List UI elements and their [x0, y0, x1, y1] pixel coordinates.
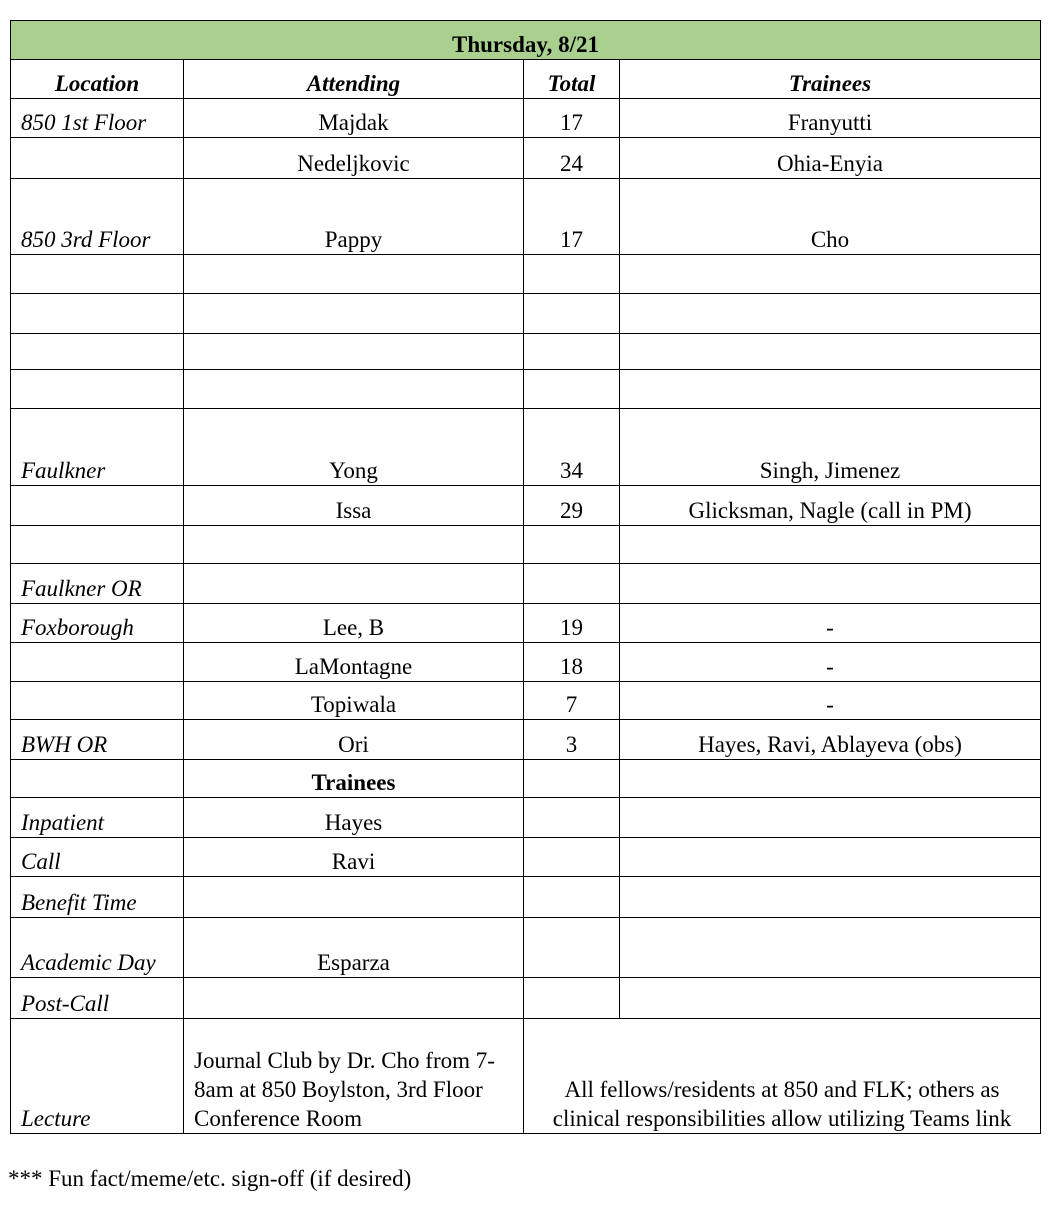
empty-cell — [620, 978, 1041, 1019]
trainee-location-cell: Post-Call — [11, 978, 184, 1019]
location-cell — [11, 643, 184, 682]
trainees-section-header: Trainees — [184, 760, 524, 798]
trainees-cell: - — [620, 604, 1041, 643]
trainees-cell — [620, 334, 1041, 370]
table-row — [11, 486, 1041, 526]
location-cell — [11, 486, 184, 526]
total-cell — [524, 370, 620, 409]
total-cell — [524, 255, 620, 294]
trainees-cell: Hayes, Ravi, Ablayeva (obs) — [620, 720, 1041, 760]
lecture-note: All fellows/residents at 850 and FLK; others as clinical responsibilities allow utilizing Teams link — [524, 1019, 1041, 1134]
trainee-name-cell — [184, 978, 524, 1019]
table-row — [11, 370, 1041, 409]
table-row — [11, 604, 1041, 643]
empty-cell — [524, 838, 620, 877]
schedule-title: Thursday, 8/21 — [11, 21, 1041, 60]
attending-cell: Ori — [184, 720, 524, 760]
footer-note: *** Fun fact/meme/etc. sign-off (if desired) — [8, 1166, 412, 1191]
total-cell — [524, 334, 620, 370]
trainee-location-cell: Call — [11, 838, 184, 877]
total-cell: 18 — [524, 643, 620, 682]
attending-cell: Nedeljkovic — [184, 138, 524, 179]
empty-cell — [524, 877, 620, 918]
table-row — [11, 720, 1041, 760]
attending-cell: Issa — [184, 486, 524, 526]
empty-cell — [620, 877, 1041, 918]
lecture-location: Lecture — [11, 1019, 184, 1134]
location-cell — [11, 138, 184, 179]
lecture-description: Journal Club by Dr. Cho from 7-8am at 850 Boylston, 3rd Floor Conference Room — [184, 1019, 524, 1134]
trainee-name-cell — [184, 877, 524, 918]
empty-cell — [524, 978, 620, 1019]
empty-cell — [524, 798, 620, 838]
trainee-name-cell: Esparza — [184, 918, 524, 978]
trainees-cell — [620, 255, 1041, 294]
location-cell — [11, 526, 184, 564]
trainee-rows — [11, 798, 1041, 1019]
attending-cell — [184, 334, 524, 370]
attending-cell: Lee, B — [184, 604, 524, 643]
empty-cell — [620, 798, 1041, 838]
trainee-location-cell: Inpatient — [11, 798, 184, 838]
trainees-cell — [620, 564, 1041, 604]
attending-cell — [184, 255, 524, 294]
location-cell: 850 1st Floor — [11, 99, 184, 138]
attending-cell — [184, 294, 524, 334]
trainee-row — [11, 877, 1041, 918]
trainee-location-cell: Academic Day — [11, 918, 184, 978]
total-cell: 17 — [524, 179, 620, 255]
total-cell: 17 — [524, 99, 620, 138]
total-cell — [524, 294, 620, 334]
header-attending: Attending — [184, 60, 524, 99]
table-row — [11, 138, 1041, 179]
total-cell: 29 — [524, 486, 620, 526]
location-cell: 850 3rd Floor — [11, 179, 184, 255]
table-row — [11, 294, 1041, 334]
trainee-row — [11, 978, 1041, 1019]
header-row — [11, 60, 1041, 99]
trainee-name-cell: Hayes — [184, 798, 524, 838]
table-row — [11, 526, 1041, 564]
total-cell: 19 — [524, 604, 620, 643]
trainee-row — [11, 798, 1041, 838]
attending-cell — [184, 564, 524, 604]
location-cell: Faulkner OR — [11, 564, 184, 604]
table-row — [11, 409, 1041, 486]
trainees-cell — [620, 526, 1041, 564]
trainee-location-cell: Benefit Time — [11, 877, 184, 918]
header-trainees: Trainees — [620, 60, 1041, 99]
trainees-header-row — [11, 760, 1041, 798]
attending-cell: LaMontagne — [184, 643, 524, 682]
trainees-cell: Franyutti — [620, 99, 1041, 138]
total-cell: 7 — [524, 682, 620, 720]
total-cell — [524, 526, 620, 564]
location-cell: BWH OR — [11, 720, 184, 760]
table-row — [11, 564, 1041, 604]
location-cell — [11, 334, 184, 370]
trainees-cell: - — [620, 682, 1041, 720]
title-row — [11, 21, 1041, 60]
attending-cell — [184, 526, 524, 564]
empty-cell — [620, 918, 1041, 978]
header-total: Total — [524, 60, 620, 99]
attending-cell: Yong — [184, 409, 524, 486]
trainee-row — [11, 838, 1041, 877]
attending-cell: Pappy — [184, 179, 524, 255]
location-cell — [11, 370, 184, 409]
table-row — [11, 255, 1041, 294]
attending-cell: Majdak — [184, 99, 524, 138]
table-row — [11, 179, 1041, 255]
table-row — [11, 643, 1041, 682]
empty-cell — [620, 838, 1041, 877]
schedule-table — [10, 20, 1041, 1134]
trainees-cell: Glicksman, Nagle (call in PM) — [620, 486, 1041, 526]
total-cell: 34 — [524, 409, 620, 486]
header-location: Location — [11, 60, 184, 99]
attending-cell — [184, 370, 524, 409]
location-cell: Faulkner — [11, 409, 184, 486]
trainee-row — [11, 918, 1041, 978]
location-cell — [11, 294, 184, 334]
trainee-name-cell: Ravi — [184, 838, 524, 877]
trainees-cell: - — [620, 643, 1041, 682]
location-cell — [11, 255, 184, 294]
location-cell — [11, 682, 184, 720]
location-cell: Foxborough — [11, 604, 184, 643]
attending-cell: Topiwala — [184, 682, 524, 720]
trainees-cell: Ohia-Enyia — [620, 138, 1041, 179]
trainees-cell — [620, 370, 1041, 409]
table-row — [11, 99, 1041, 138]
trainees-cell: Singh, Jimenez — [620, 409, 1041, 486]
empty-cell — [524, 918, 620, 978]
total-cell: 3 — [524, 720, 620, 760]
table-row — [11, 334, 1041, 370]
trainees-cell — [620, 294, 1041, 334]
total-cell: 24 — [524, 138, 620, 179]
trainees-cell: Cho — [620, 179, 1041, 255]
lecture-row — [11, 1019, 1041, 1134]
main-rows — [11, 99, 1041, 760]
table-row — [11, 682, 1041, 720]
total-cell — [524, 564, 620, 604]
